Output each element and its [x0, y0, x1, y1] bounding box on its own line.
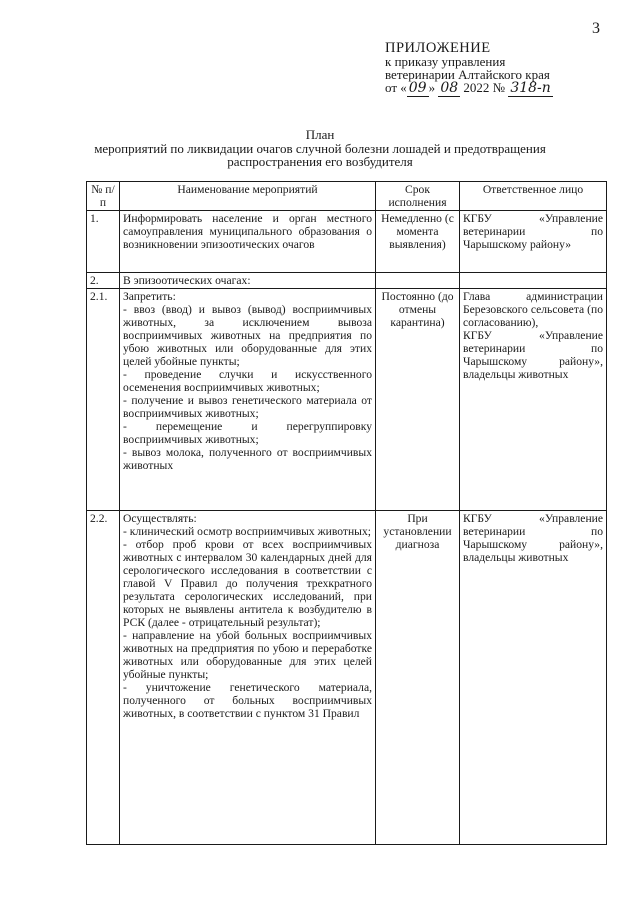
description-item: Информировать население и орган местного самоуправления муниципального образования о возникновении эпизоотических очагов: [123, 212, 372, 251]
handwritten-number: 318-п: [510, 80, 551, 96]
appendix-block: [385, 42, 553, 95]
handwritten-day: 09: [408, 80, 427, 96]
description-item: - ввоз (ввод) и вывоз (вывод) восприимчивых животных, за исключением вывоза восприимчивых животных на предприятия по убою животных или оборудованные для этих целей убойные пункты;: [123, 303, 372, 368]
description-item: - вывоз молока, полученного от восприимчивых животных: [123, 446, 372, 472]
plan-table: [86, 181, 607, 845]
row-responsible: [460, 273, 607, 289]
page-number: 3: [592, 20, 600, 37]
responsible-item: Глава администрации Березовского сельсовета (по согласованию),: [463, 290, 603, 329]
row-term: При установлении диагноза: [376, 511, 460, 845]
description-item: В эпизоотических очагах:: [123, 274, 251, 287]
row-responsible: [460, 211, 607, 273]
appendix-line-1: к приказу управления: [385, 54, 506, 69]
description-item: - отбор проб крови от всех восприимчивых животных с интервалом 30 календарных дней для серологического исследования в соответствии с главой V Правил до получения трехкратного результата серологических исследований, при которых не выявлены антитела к возбудителю в РСК (далее - отрицательный результат);: [123, 538, 372, 629]
appendix-line-2: ветеринарии Алтайского края: [385, 67, 550, 82]
description-item: - получение и вывоз генетического материала от восприимчивых животных;: [123, 394, 372, 420]
header-name: Наименование мероприятий: [120, 182, 376, 211]
row-responsible: [460, 511, 607, 845]
handwritten-month: 08: [440, 80, 459, 96]
appendix-title: ПРИЛОЖЕНИЕ: [385, 40, 491, 56]
header-term: Срок исполнения: [376, 182, 460, 211]
table-row: [87, 211, 607, 273]
description-item: Запретить:: [123, 290, 176, 303]
plan-title: [0, 128, 640, 169]
row-term: Немедленно (с момента выявления): [376, 211, 460, 273]
table-row: [87, 511, 607, 845]
responsible-item: КГБУ «Управление ветеринарии по Чарышскому району», владельцы животных: [463, 512, 603, 564]
row-term: Постоянно (до отмены карантина): [376, 289, 460, 511]
date-year: 2022 №: [463, 80, 506, 95]
plan-title-line-1: План: [305, 127, 335, 142]
description-item: Осуществлять:: [123, 512, 197, 525]
description-item: - клинический осмотр восприимчивых животных;: [123, 525, 371, 538]
description-item: - направление на убой больных восприимчивых животных на предприятия по убою и переработке животных или оборудованные для этих целей убойные пункты;: [123, 629, 372, 681]
table-header-row: [87, 182, 607, 211]
plan-title-line-3: распространения его возбудителя: [227, 154, 413, 169]
responsible-item: КГБУ «Управление ветеринарии по Чарышскому району»: [463, 212, 603, 251]
row-number: 2.2.: [87, 511, 120, 845]
row-description: [120, 289, 376, 511]
description-item: - уничтожение генетического материала, полученного от больных восприимчивых животных, в соответствии с пунктом 31 Правил: [123, 681, 372, 720]
row-responsible: [460, 289, 607, 511]
plan-title-line-2: мероприятий по ликвидации очагов случной болезни лошадей и предотвращения: [94, 140, 546, 156]
header-responsible: Ответственное лицо: [460, 182, 607, 211]
row-number: 2.1.: [87, 289, 120, 511]
row-term: [376, 273, 460, 289]
responsible-item: КГБУ «Управление ветеринарии по Чарышскому району», владельцы животных: [463, 329, 603, 381]
date-prefix: от «: [385, 80, 407, 95]
date-mid: »: [428, 80, 436, 95]
description-item: - проведение случки и искусственного осеменения восприимчивых животных;: [123, 368, 372, 394]
row-description: [120, 211, 376, 273]
table-row: [87, 273, 607, 289]
header-num: № п/п: [87, 182, 120, 211]
table-row: [87, 289, 607, 511]
row-description: [120, 511, 376, 845]
description-item: - перемещение и перегруппировку восприимчивых животных;: [123, 420, 372, 446]
row-number: 1.: [87, 211, 120, 273]
row-number: 2.: [87, 273, 120, 289]
row-description: [120, 273, 376, 289]
appendix-date-line: [385, 81, 553, 95]
